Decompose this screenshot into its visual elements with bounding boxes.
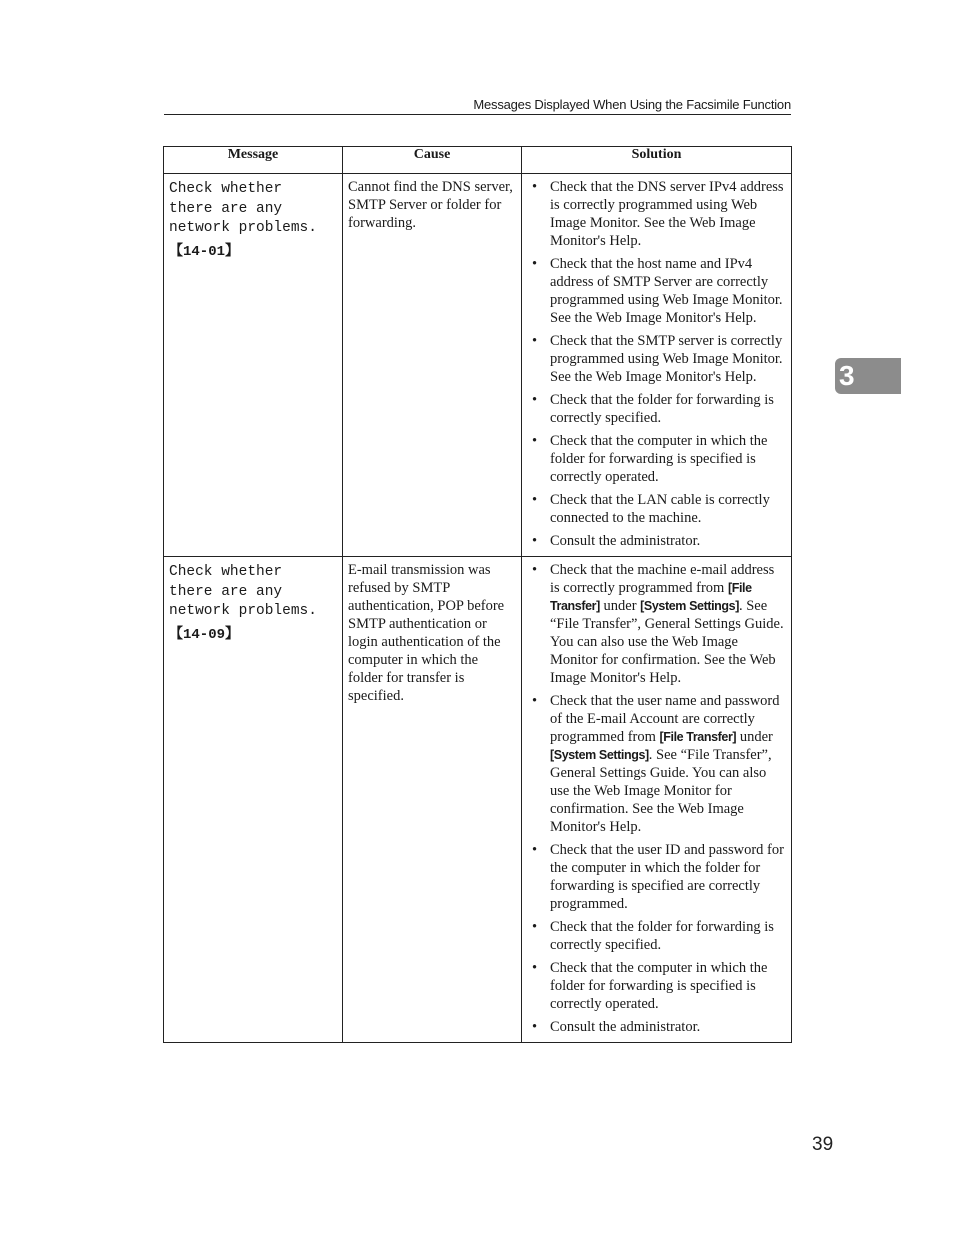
column-header-solution: Solution	[522, 147, 792, 174]
solution-item: • Check that the DNS server IPv4 address is correctly programmed using Web Image Monitor. See the Web Image Monitor's Help.	[527, 178, 786, 250]
error-code: 【14-01】	[169, 243, 240, 260]
message-line: network problems.	[169, 603, 317, 619]
solution-cell	[522, 174, 792, 557]
message-line: Check whether	[169, 564, 283, 580]
key-label: [System Settings]	[640, 599, 739, 613]
message-text	[169, 563, 337, 622]
cause-cell: E-mail transmission was refused by SMTP authentication, POP before SMTP authentication or login authentication of the computer in which the folder for transfer is specified.	[343, 557, 522, 1043]
key-label: [System Settings]	[550, 748, 649, 762]
table-row	[164, 557, 792, 1043]
solution-item: • Consult the administrator.	[527, 532, 786, 550]
error-code: 【14-09】	[169, 626, 240, 643]
solution-item: • Check that the LAN cable is correctly connected to the machine.	[527, 491, 786, 527]
key-label: [File Transfer]	[659, 730, 737, 744]
message-cell	[164, 557, 343, 1043]
messages-table	[163, 146, 792, 1043]
solution-list	[527, 178, 786, 550]
solution-item: • Check that the host name and IPv4 address of SMTP Server are correctly programmed using Web Image Monitor. See the Web Image Monitor's Help.	[527, 255, 786, 327]
message-line: Check whether	[169, 181, 283, 197]
key-label: [File Transfer]	[550, 581, 752, 613]
running-header	[164, 96, 791, 115]
solution-item: • Check that the folder for forwarding is correctly specified.	[527, 391, 786, 427]
solution-item: • Check that the machine e-mail address is correctly programmed from [File Transfer] under [System Settings]. See “File Transfer”, General Settings Guide. You can also use the Web Image Monitor for confirmation. See the Web Image Monitor's Help.	[527, 561, 786, 687]
column-header-message: Message	[164, 147, 343, 174]
column-header-cause: Cause	[343, 147, 522, 174]
solution-list	[527, 561, 786, 1036]
page-number: 39	[812, 1134, 834, 1155]
solution-cell	[522, 557, 792, 1043]
solution-item: • Check that the computer in which the folder for forwarding is specified is correctly operated.	[527, 432, 786, 486]
solution-item: • Check that the computer in which the folder for forwarding is specified is correctly operated.	[527, 959, 786, 1013]
message-text	[169, 180, 337, 239]
message-line: network problems.	[169, 220, 317, 236]
table-row	[164, 174, 792, 557]
table-header-row	[164, 147, 792, 174]
solution-item: • Check that the SMTP server is correctly programmed using Web Image Monitor. See the Web Image Monitor's Help.	[527, 332, 786, 386]
solution-item: • Check that the user ID and password for the computer in which the folder for forwarding is specified are correctly programmed.	[527, 841, 786, 913]
chapter-tab	[835, 358, 901, 394]
solution-item: • Consult the administrator.	[527, 1018, 786, 1036]
chapter-number: 3	[839, 360, 855, 391]
message-line: there are any	[169, 583, 283, 600]
cause-cell: Cannot find the DNS server, SMTP Server or folder for forwarding.	[343, 174, 522, 557]
message-line: there are any	[169, 200, 283, 217]
solution-item: • Check that the user name and password of the E-mail Account are correctly programmed from [File Transfer] under [System Settings]. See “File Transfer”, General Settings Guide. You can also use the Web Image Monitor for confirmation. See the Web Image Monitor's Help.	[527, 692, 786, 836]
running-header-title: Messages Displayed When Using the Facsimile Function	[473, 97, 791, 112]
message-cell	[164, 174, 343, 557]
solution-item: • Check that the folder for forwarding is correctly specified.	[527, 918, 786, 954]
